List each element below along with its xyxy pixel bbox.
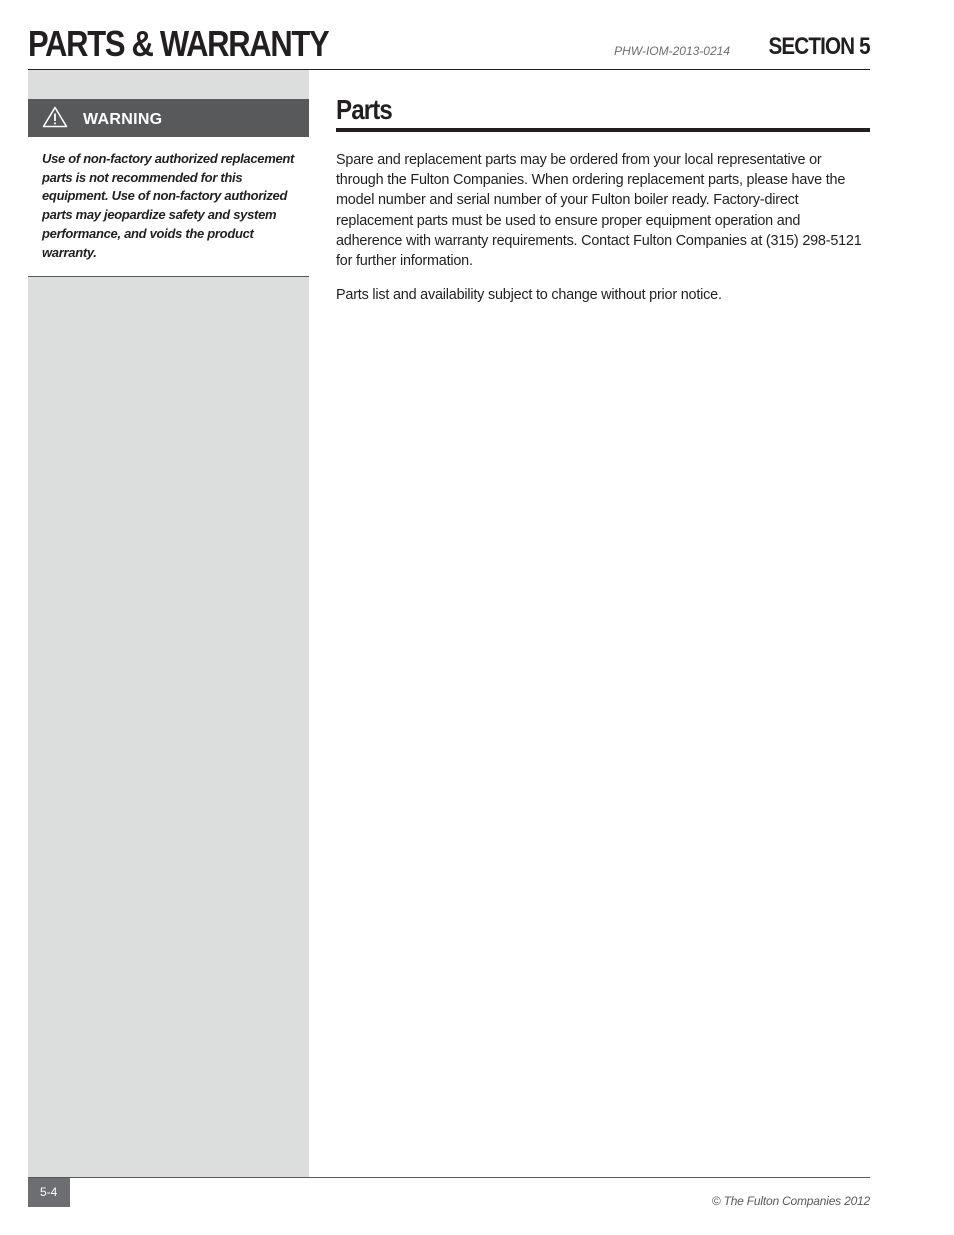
page-title: PARTS & WARRANTY	[28, 23, 329, 64]
body-paragraph: Spare and replacement parts may be ordered from your local representative or through the Fulton Companies. When ordering replacement parts, please have the model number and serial number of your Fulton boiler ready. Factory-direct replacement parts must be used to ensure proper equipment operation and adherence with warranty requirements. Contact Fulton Companies at (315) 298-5121 for further information.	[336, 152, 862, 270]
footer-divider	[28, 1177, 870, 1178]
document-code: PHW-IOM-2013-0214	[614, 44, 730, 58]
copyright-notice: © The Fulton Companies 2012	[711, 1194, 870, 1208]
warning-triangle-icon	[42, 106, 68, 128]
body-paragraph: Parts list and availability subject to change without prior notice.	[336, 287, 722, 304]
warning-label: WARNING	[83, 111, 163, 128]
warning-text: Use of non-factory authorized replacement parts is not recommended for this equipment. Use of non-factory authorized parts may jeopardize safety and system performance, and voids the product warranty.	[42, 151, 295, 260]
warning-header	[28, 99, 309, 137]
main-content	[336, 92, 870, 305]
section-label: SECTION 5	[768, 33, 870, 60]
page-number: 5-4	[28, 1178, 70, 1207]
section-heading: Parts	[336, 94, 392, 125]
warning-callout	[28, 99, 309, 277]
heading-divider	[336, 128, 870, 132]
